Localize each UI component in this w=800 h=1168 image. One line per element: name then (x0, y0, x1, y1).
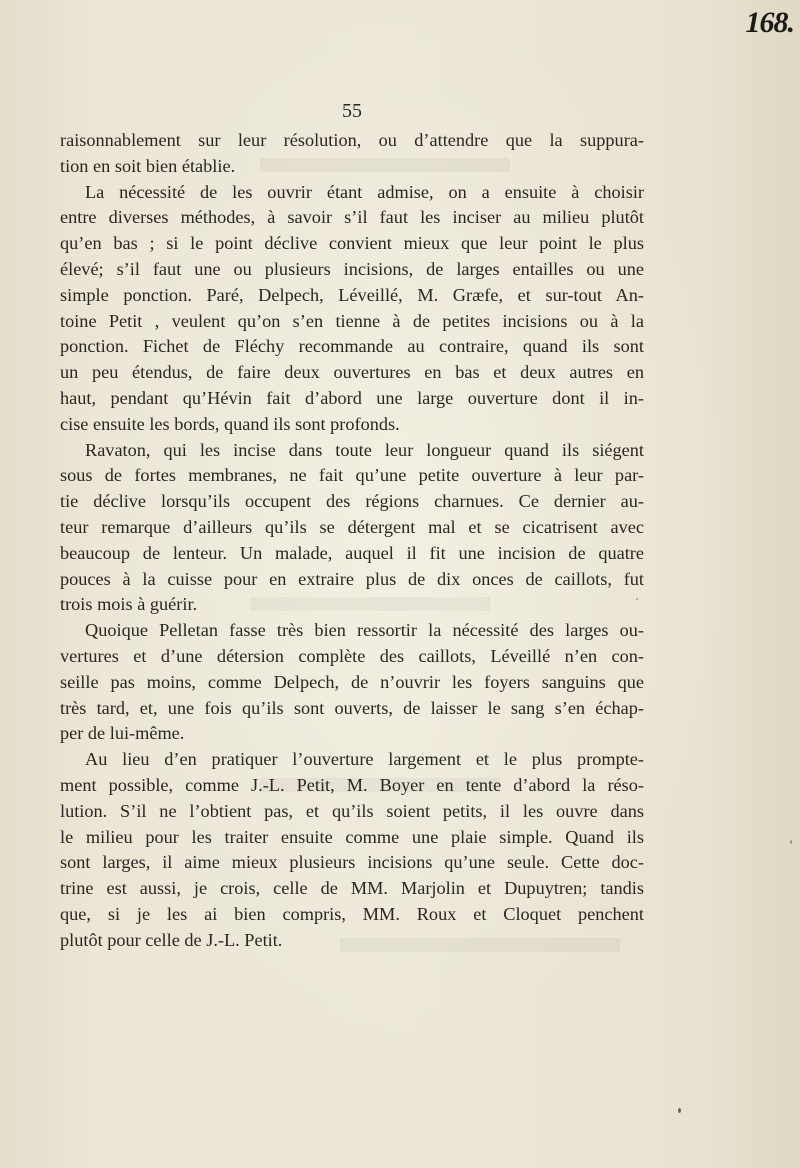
body-text (60, 128, 644, 954)
text-line: teur remarque d’ailleurs qu’ils se détergent mal et se cicatrisent avec (60, 516, 644, 537)
text-line: per de lui-même. (60, 723, 185, 744)
text-line: très tard, et, une fois qu’ils sont ouverts, de laisser le sang s’en échap- (60, 697, 644, 718)
text-line: Quoique Pelletan fasse très bien ressortir la nécessité des larges ou- (85, 620, 644, 641)
page-number: 55 (342, 100, 362, 122)
text-line: La nécessité de les ouvrir étant admise, on a ensuite à choisir (85, 181, 644, 202)
text-line: le milieu pour les traiter ensuite comme une plaie simple. Quand ils (60, 826, 644, 847)
text-line: que, si je les ai bien compris, MM. Roux et Cloquet penchent (60, 903, 644, 924)
text-line: toine Petit , veulent qu’on s’en tienne à de petites incisions ou à la (60, 310, 644, 331)
text-line: ponction. Fichet de Fléchy recommande au contraire, quand ils sont (60, 336, 644, 357)
text-line: un peu étendus, de faire deux ouvertures en bas et deux autres en (60, 362, 644, 383)
text-line: tie déclive lorsqu’ils occupent des régions charnues. Ce dernier au- (60, 491, 644, 512)
text-line: beaucoup de lenteur. Un malade, auquel il fit une incision de quatre (60, 542, 644, 563)
text-line: Au lieu d’en pratiquer l’ouverture largement et le plus prompte- (85, 749, 644, 770)
text-line: trois mois à guérir. (60, 594, 198, 615)
text-line: seille pas moins, comme Delpech, de n’ouvrir les foyers sanguins que (60, 671, 644, 692)
text-line: sont larges, il aime mieux plusieurs incisions qu’une seule. Cette doc- (60, 852, 644, 873)
text-line: lution. S’il ne l’obtient pas, et qu’ils soient petits, il les ouvre dans (60, 800, 644, 821)
text-line: ment possible, comme J.-L. Petit, M. Boyer en tente d’abord la réso- (60, 774, 644, 795)
text-line: cise ensuite les bords, quand ils sont profonds. (60, 413, 400, 434)
text-line: Ravaton, qui les incise dans toute leur longueur quand ils siégent (85, 439, 644, 460)
text-line: haut, pendant qu’Hévin fait d’abord une large ouverture dont il in- (60, 387, 644, 408)
text-line: simple ponction. Paré, Delpech, Léveillé, M. Græfe, et sur-tout An- (60, 284, 644, 305)
text-line: plutôt pour celle de J.-L. Petit. (60, 929, 283, 950)
text-line: élevé; s’il faut une ou plusieurs incisions, de larges entailles ou une (60, 258, 644, 279)
text-line: entre diverses méthodes, à savoir s’il faut les inciser au milieu plutôt (60, 207, 644, 228)
text-line: pouces à la cuisse pour en extraire plus de dix onces de caillots, fut (60, 568, 644, 589)
text-line: qu’en bas ; si le point déclive convient mieux que leur point le plus (60, 233, 644, 254)
paper-speck (790, 840, 792, 844)
text-line: sous de fortes membranes, ne fait qu’une petite ouverture à leur par- (60, 465, 644, 486)
text-line: tion en soit bien établie. (60, 155, 236, 176)
text-line: raisonnablement sur leur résolution, ou d’attendre que la suppura- (60, 130, 644, 150)
text-line: vertures et d’une détersion complète des caillots, Léveillé n’en con- (60, 645, 644, 666)
text-line: trine est aussi, je crois, celle de MM. Marjolin et Dupuytren; tandis (60, 878, 644, 899)
paper-speck (678, 1108, 681, 1113)
folio-number: 168. (745, 6, 794, 39)
